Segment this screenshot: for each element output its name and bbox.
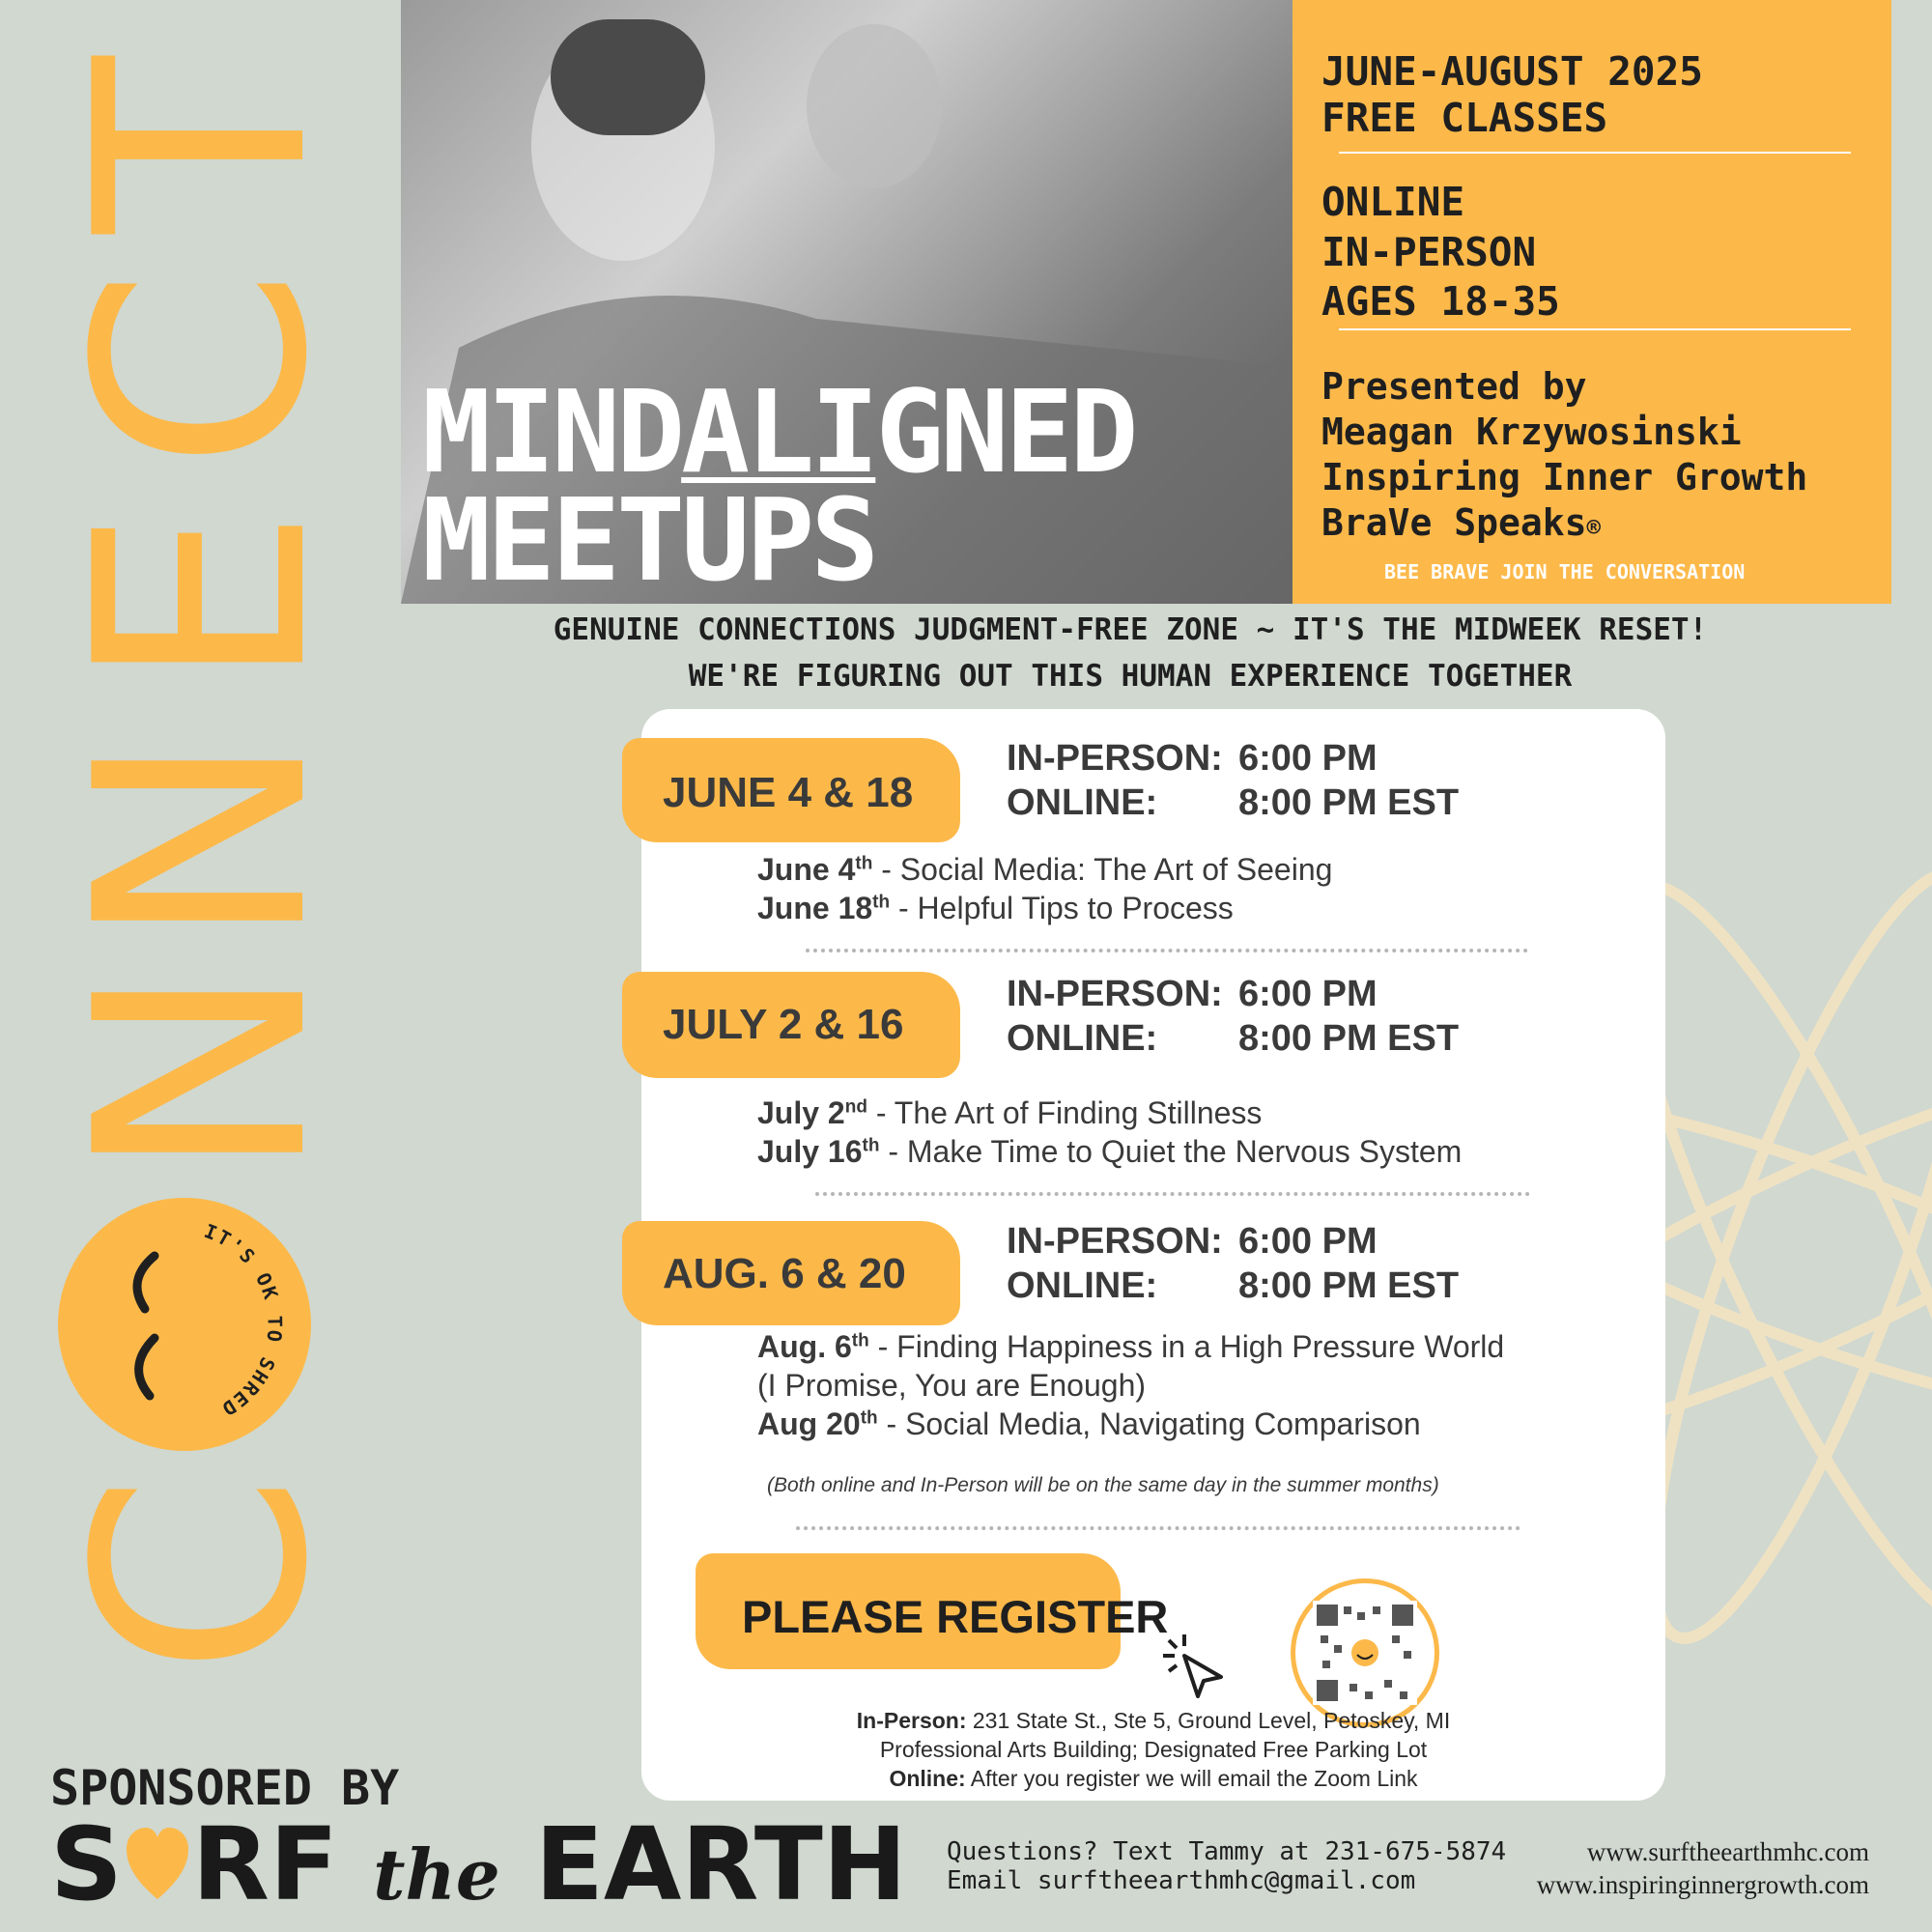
schedule-card (641, 709, 1665, 1801)
sponsored-by-label: SPONSORED BY (50, 1760, 400, 1816)
in-person-time-label: IN-PERSON: (1007, 738, 1223, 779)
event-item: June 18th - Helpful Tips to Process (757, 891, 1234, 925)
event-item: Aug. 6th - Finding Happiness in a High Pressure World (757, 1329, 1505, 1364)
event-item: (I Promise, You are Enough) (757, 1368, 1147, 1403)
location-in-person: In-Person: 231 State St., Ste 5, Ground Level, Petoskey, MI (856, 1708, 1451, 1733)
online-time: 8:00 PM EST (1238, 782, 1460, 823)
event-item: June 4th - Social Media: The Art of Seeing (757, 852, 1333, 887)
smile-icon (58, 1198, 311, 1451)
website-link-1[interactable]: www.surftheearthmhc.com (1586, 1837, 1869, 1866)
free-classes: FREE CLASSES (1321, 95, 1608, 141)
badge-text: IT'S OK TO SHRED (201, 1218, 287, 1422)
event-item: July 2nd - The Art of Finding Stillness (757, 1095, 1263, 1130)
contact-email[interactable]: Email surftheearthmhc@gmail.com (947, 1866, 1416, 1895)
register-button[interactable]: PLEASE REGISTER (742, 1591, 1169, 1642)
tagline-2: WE'RE FIGURING OUT THIS HUMAN EXPERIENCE TOGETHER (688, 659, 1573, 694)
presented-by: Presented by (1321, 365, 1587, 408)
dotted-divider (796, 1526, 1520, 1530)
divider (1339, 328, 1851, 330)
hero-photo (401, 0, 1294, 604)
website-link-2[interactable]: www.inspiringinnergrowth.com (1536, 1870, 1869, 1899)
online-time-label: ONLINE: (1007, 1265, 1158, 1306)
tagline-1: GENUINE CONNECTIONS JUDGMENT-FREE ZONE ~ IT'S THE MIDWEEK RESET! (553, 612, 1708, 647)
in-person-time: 6:00 PM (1238, 738, 1378, 779)
cursor-click-icon (1155, 1627, 1227, 1698)
connect-letter: N (34, 963, 371, 1181)
presenter-org: Inspiring Inner Growth (1321, 456, 1808, 498)
event-title-line1: MINDALIGNED (422, 365, 1135, 498)
online-time: 8:00 PM EST (1238, 1265, 1460, 1306)
heart-icon (123, 1824, 192, 1905)
in-person-label: IN-PERSON (1321, 229, 1537, 275)
connect-letter: T (34, 56, 371, 234)
info-panel (1293, 0, 1891, 604)
month-label: JUNE 4 & 18 (663, 769, 914, 816)
connect-letter: N (34, 731, 371, 950)
in-person-time-label: IN-PERSON: (1007, 974, 1223, 1014)
divider (1339, 152, 1851, 154)
location-online: Online: After you register we will email the Zoom Link (889, 1766, 1418, 1791)
presenter-name: Meagan Krzywosinski (1321, 411, 1742, 453)
online-label: ONLINE (1321, 179, 1465, 225)
location-building: Professional Arts Building; Designated Free Parking Lot (879, 1737, 1428, 1762)
surf-the-earth-logo: S RF the EARTH (50, 1805, 907, 1923)
connect-letter: C (34, 1473, 371, 1676)
slogan: BEE BRAVE JOIN THE CONVERSATION (1384, 560, 1746, 583)
event-item: Aug 20th - Social Media, Navigating Comparison (757, 1406, 1421, 1441)
in-person-time: 6:00 PM (1238, 1221, 1378, 1262)
qr-code[interactable] (1291, 1578, 1439, 1727)
online-time-label: ONLINE: (1007, 1018, 1158, 1059)
dotted-divider (806, 949, 1528, 952)
dotted-divider (815, 1192, 1530, 1196)
event-item: July 16th - Make Time to Quiet the Nervous System (757, 1134, 1463, 1169)
smile-badge-logo (58, 1198, 311, 1451)
in-person-time-label: IN-PERSON: (1007, 1221, 1223, 1262)
month-label: AUG. 6 & 20 (663, 1250, 906, 1297)
in-person-time: 6:00 PM (1238, 974, 1378, 1014)
connect-letter: C (34, 268, 371, 470)
online-time-label: ONLINE: (1007, 782, 1158, 823)
contact-phone: Questions? Text Tammy at 231-675-5874 (947, 1837, 1507, 1866)
presenter-brand: BraVe Speaks® (1321, 501, 1601, 544)
date-range: JUNE-AUGUST 2025 (1321, 48, 1703, 95)
svg-text:IT'S OK TO SHRED (201, 1219, 287, 1422)
connect-letter: E (34, 507, 371, 691)
ages-label: AGES 18-35 (1321, 278, 1560, 325)
event-title-line2: MEETUPS (422, 473, 876, 604)
qr-code-icon (1295, 1583, 1435, 1722)
month-label: JULY 2 & 16 (663, 1001, 904, 1048)
schedule-note: (Both online and In-Person will be on the same day in the summer months) (767, 1474, 1439, 1496)
online-time: 8:00 PM EST (1238, 1018, 1460, 1059)
